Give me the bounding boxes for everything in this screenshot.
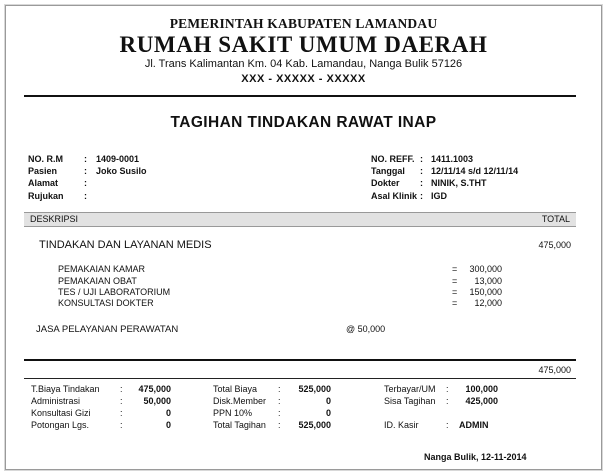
header-divider [24,95,576,97]
item-equals: = [452,298,458,308]
summary-value: 0 [325,408,331,418]
value-pasien: Joko Susilo [96,166,147,176]
item-amount: 12,000 [474,298,502,308]
footer-date: Nanga Bulik, 12-11-2014 [424,452,527,462]
colon: : [420,191,423,201]
total-divider [24,359,576,361]
item-amount: 150,000 [469,287,502,297]
colon: : [120,420,123,430]
jasa-rate: @ 50,000 [346,324,386,334]
item-name: PEMAKAIAN OBAT [58,276,137,286]
colon: : [278,396,281,406]
label-rujukan: Rujukan [28,191,64,201]
colon: : [120,396,123,406]
summary-label: Total Tagihan [213,420,266,430]
colon: : [84,178,87,188]
invoice-document [5,5,602,470]
summary-value: 0 [165,408,171,418]
colon: : [84,191,87,201]
column-header-total: TOTAL [541,214,570,224]
column-header-deskripsi: DESKRIPSI [30,214,79,224]
item-equals: = [452,287,458,297]
summary-value: 50,000 [143,396,171,406]
colon: : [278,408,281,418]
table-header [24,212,576,227]
colon: : [120,384,123,394]
colon: : [84,154,87,164]
summary-divider [24,378,576,379]
item-name: PEMAKAIAN KAMAR [58,264,146,274]
summary-label: Sisa Tagihan [384,396,436,406]
item-name: KONSULTASI DOKTER [58,298,154,308]
header-address: Jl. Trans Kalimantan Km. 04 Kab. Lamandau, Nanga Bulik 57126 [144,58,463,70]
colon: : [446,396,449,406]
item-name: TES / UJI LABORATORIUM [58,287,171,297]
item-equals: = [452,276,458,286]
summary-label: Terbayar/UM [384,384,436,394]
summary-value: 0 [325,396,331,406]
value-no-rm: 1409-0001 [96,154,140,164]
kasir-label: ID. Kasir [384,420,419,430]
value-asal-klinik: IGD [431,191,448,201]
summary-value: 100,000 [465,384,498,394]
label-alamat: Alamat [28,178,59,188]
value-no-reff: 1411.1003 [431,154,474,164]
grand-total: 475,000 [538,365,571,375]
summary-value: 0 [165,420,171,430]
summary-label: Konsultasi Gizi [31,408,91,418]
colon: : [84,166,87,176]
colon: : [446,384,449,394]
invoice-title: TAGIHAN TINDAKAN RAWAT INAP [170,114,437,131]
colon: : [446,420,449,430]
header-phone: XXX - XXXXX - XXXXX [241,73,366,85]
summary-label: T.Biaya Tindakan [31,384,100,394]
summary-label: PPN 10% [213,408,253,418]
colon: : [420,178,423,188]
label-tanggal: Tanggal [371,166,405,176]
summary-label: Administrasi [31,396,81,406]
colon: : [278,384,281,394]
header-government: PEMERINTAH KABUPATEN LAMANDAU [169,16,438,31]
value-tanggal: 12/11/14 s/d 12/11/14 [431,166,519,176]
kasir-value: ADMIN [459,420,489,430]
summary-value: 475,000 [138,384,171,394]
label-dokter: Dokter [371,178,400,188]
colon: : [420,154,423,164]
section-total: 475,000 [538,240,571,250]
summary-value: 425,000 [465,396,498,406]
label-no-rm: NO. R.M [28,154,63,164]
colon: : [420,166,423,176]
colon: : [120,408,123,418]
jasa-name: JASA PELAYANAN PERAWATAN [36,324,179,335]
header-hospital-name: RUMAH SAKIT UMUM DAERAH [119,32,488,57]
summary-value: 525,000 [298,420,331,430]
value-dokter: NINIK, S.THT [431,178,487,188]
colon: : [278,420,281,430]
summary-label: Disk.Member [213,396,267,406]
summary-label: Total Biaya [213,384,258,394]
item-amount: 13,000 [474,276,502,286]
label-asal-klinik: Asal Klinik [371,191,418,201]
summary-label: Potongan Lgs. [31,420,90,430]
item-equals: = [452,264,458,274]
item-amount: 300,000 [469,264,502,274]
label-no-reff: NO. REFF. [371,154,415,164]
summary-value: 525,000 [298,384,331,394]
section-title: TINDAKAN DAN LAYANAN MEDIS [39,239,212,251]
label-pasien: Pasien [28,166,58,176]
